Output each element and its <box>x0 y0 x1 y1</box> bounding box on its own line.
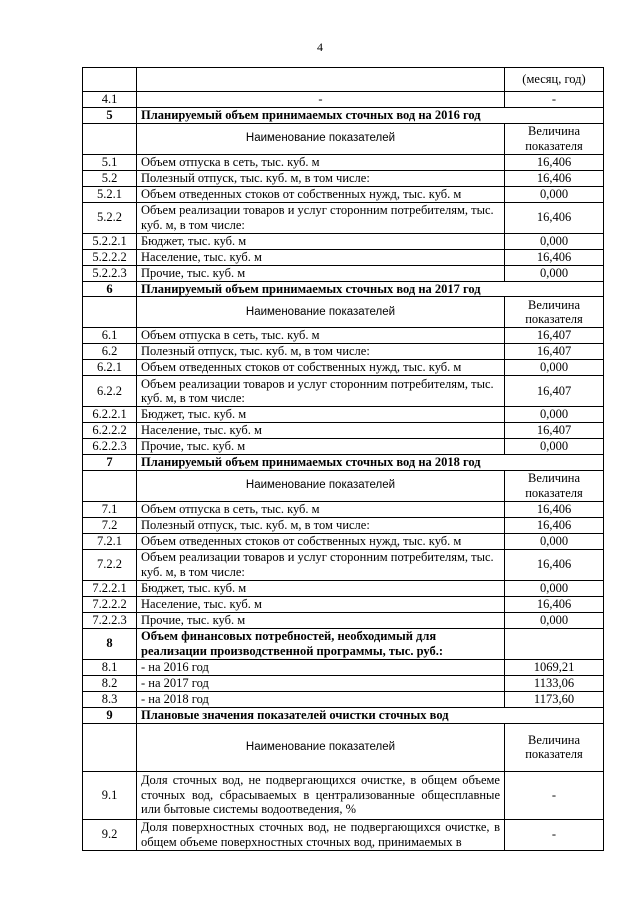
row-value: 16,407 <box>505 423 604 439</box>
row-name: Полезный отпуск, тыс. куб. м, в том числе: <box>137 170 505 186</box>
table-row <box>83 265 604 281</box>
row-number: 7.2.2 <box>83 549 137 580</box>
row-number: 6.1 <box>83 328 137 344</box>
page-number: 4 <box>317 40 323 54</box>
table-row <box>83 691 604 707</box>
row-number: 9.2 <box>83 819 137 850</box>
section-number: 5 <box>83 108 137 124</box>
table-row <box>83 344 604 360</box>
row-name: Объем отпуска в сеть, тыс. куб. м <box>137 501 505 517</box>
table-row <box>83 360 604 376</box>
column-header-value: Величина показателя <box>505 723 604 771</box>
row-number: 7.1 <box>83 501 137 517</box>
row-number: 5.2.1 <box>83 186 137 202</box>
row-value: 16,406 <box>505 170 604 186</box>
table-row <box>83 659 604 675</box>
table-row <box>83 328 604 344</box>
table-row <box>83 170 604 186</box>
column-header-name: Наименование показателей <box>137 123 505 154</box>
row-value: 0,000 <box>505 533 604 549</box>
row-value: 0,000 <box>505 233 604 249</box>
row-value: 16,407 <box>505 344 604 360</box>
row-name: Объем отведенных стоков от собственных нужд, тыс. куб. м <box>137 360 505 376</box>
row-number: 8.1 <box>83 659 137 675</box>
section-header-row <box>83 707 604 723</box>
row-value: 16,406 <box>505 154 604 170</box>
row-name: Полезный отпуск, тыс. куб. м, в том числе: <box>137 517 505 533</box>
column-header-row <box>83 470 604 501</box>
value-cell <box>505 628 604 659</box>
row-name: - на 2017 год <box>137 675 505 691</box>
row-number: 7.2.1 <box>83 533 137 549</box>
section-header-row <box>83 628 604 659</box>
table-row <box>83 376 604 407</box>
section-header-row <box>83 455 604 471</box>
section-number: 9 <box>83 707 137 723</box>
row-value: 16,406 <box>505 517 604 533</box>
row-number: 7.2 <box>83 517 137 533</box>
row-value: 16,406 <box>505 249 604 265</box>
column-header-value: Величина показателя <box>505 123 604 154</box>
row-name: Прочие, тыс. куб. м <box>137 612 505 628</box>
table-row <box>83 549 604 580</box>
row-value: 1173,60 <box>505 691 604 707</box>
row-number: 8.3 <box>83 691 137 707</box>
row-number: 6.2.2 <box>83 376 137 407</box>
table-row <box>83 186 604 202</box>
table-row <box>83 249 604 265</box>
row-name: Объем отведенных стоков от собственных нужд, тыс. куб. м <box>137 186 505 202</box>
table-row <box>83 819 604 850</box>
section-title: Плановые значения показателей очистки сточных вод <box>137 707 604 723</box>
row-value: 16,407 <box>505 376 604 407</box>
row-number: 5.2.2.1 <box>83 233 137 249</box>
column-header-name: Наименование показателей <box>137 723 505 771</box>
row-number: 7.2.2.1 <box>83 580 137 596</box>
row-name: - на 2016 год <box>137 659 505 675</box>
row-value: 16,406 <box>505 501 604 517</box>
table-row <box>83 596 604 612</box>
row-value: - <box>505 771 604 819</box>
row-value: 1133,06 <box>505 675 604 691</box>
row-name: Объем реализации товаров и услуг сторонним потребителям, тыс. куб. м, в том числе: <box>137 202 505 233</box>
row-number: 5.2.2.2 <box>83 249 137 265</box>
row-number: 6.2.2.1 <box>83 407 137 423</box>
row-value: 0,000 <box>505 580 604 596</box>
row-value: 16,406 <box>505 549 604 580</box>
row-number: 6.2.2.2 <box>83 423 137 439</box>
section-number: 8 <box>83 628 137 659</box>
column-header-name: Наименование показателей <box>137 470 505 501</box>
row-name: - на 2018 год <box>137 691 505 707</box>
row-name: Прочие, тыс. куб. м <box>137 439 505 455</box>
table-row <box>83 233 604 249</box>
row-number: 5.2.2 <box>83 202 137 233</box>
row-name: - <box>137 92 505 108</box>
table-row <box>83 501 604 517</box>
row-name: Население, тыс. куб. м <box>137 596 505 612</box>
row-number: 6.2.2.3 <box>83 439 137 455</box>
num-cell <box>83 297 137 328</box>
num-cell <box>83 68 137 92</box>
section-title: Планируемый объем принимаемых сточных вод на 2018 год <box>137 455 604 471</box>
section-title: Объем финансовых потребностей, необходимый для реализации производственной программы, тыс. руб.: <box>137 628 505 659</box>
row-number: 5.2 <box>83 170 137 186</box>
row-name: Объем отведенных стоков от собственных нужд, тыс. куб. м <box>137 533 505 549</box>
row-name: Объем реализации товаров и услуг сторонним потребителям, тыс. куб. м, в том числе: <box>137 376 505 407</box>
table-row <box>83 517 604 533</box>
row-name: Объем реализации товаров и услуг сторонним потребителям, тыс. куб. м, в том числе: <box>137 549 505 580</box>
row-name: Доля сточных вод, не подвергающихся очистке, в общем объеме сточных вод, сбрасываемых в централизованные общесплавные или бытовые системы водоотведения, % <box>137 771 505 819</box>
row-name: Прочие, тыс. куб. м <box>137 265 505 281</box>
section-title: Планируемый объем принимаемых сточных вод на 2017 год <box>137 281 604 297</box>
row-value: 0,000 <box>505 265 604 281</box>
table-row <box>83 580 604 596</box>
program-table <box>82 67 604 851</box>
column-header-value: Величина показателя <box>505 297 604 328</box>
table-row <box>83 154 604 170</box>
section-header-row <box>83 108 604 124</box>
num-cell <box>83 723 137 771</box>
column-header-name: Наименование показателей <box>137 297 505 328</box>
name-cell <box>137 68 505 92</box>
num-cell <box>83 123 137 154</box>
row-number: 6.2.1 <box>83 360 137 376</box>
column-header-value: Величина показателя <box>505 470 604 501</box>
row-name: Доля поверхностных сточных вод, не подвергающихся очистке, в общем объеме поверхностных сточных вод, принимаемых в <box>137 819 505 850</box>
table-row <box>83 675 604 691</box>
row-number: 5.1 <box>83 154 137 170</box>
row-number: 5.2.2.3 <box>83 265 137 281</box>
section-number: 6 <box>83 281 137 297</box>
row-value: 0,000 <box>505 360 604 376</box>
row-name: Население, тыс. куб. м <box>137 249 505 265</box>
row-name: Бюджет, тыс. куб. м <box>137 407 505 423</box>
row-name: Население, тыс. куб. м <box>137 423 505 439</box>
row-value: 0,000 <box>505 407 604 423</box>
section-title: Планируемый объем принимаемых сточных вод на 2016 год <box>137 108 604 124</box>
row-name: Объем отпуска в сеть, тыс. куб. м <box>137 328 505 344</box>
row-number: 7.2.2.2 <box>83 596 137 612</box>
row-value: 0,000 <box>505 612 604 628</box>
row-name: Бюджет, тыс. куб. м <box>137 580 505 596</box>
row-number: 6.2 <box>83 344 137 360</box>
row-value: 16,407 <box>505 328 604 344</box>
row-number: 7.2.2.3 <box>83 612 137 628</box>
table-row-top <box>83 68 604 92</box>
unit-cell: (месяц, год) <box>505 68 604 92</box>
table-row <box>83 423 604 439</box>
row-number: 9.1 <box>83 771 137 819</box>
section-header-row <box>83 281 604 297</box>
row-name: Бюджет, тыс. куб. м <box>137 233 505 249</box>
column-header-row <box>83 297 604 328</box>
row-value: - <box>505 819 604 850</box>
row-name: Полезный отпуск, тыс. куб. м, в том числе: <box>137 344 505 360</box>
table-row <box>83 439 604 455</box>
num-cell <box>83 470 137 501</box>
row-number: 4.1 <box>83 92 137 108</box>
column-header-row <box>83 723 604 771</box>
row-value: 16,406 <box>505 596 604 612</box>
row-number: 8.2 <box>83 675 137 691</box>
column-header-row <box>83 123 604 154</box>
row-value: 16,406 <box>505 202 604 233</box>
table-row <box>83 771 604 819</box>
row-value: 1069,21 <box>505 659 604 675</box>
row-value: 0,000 <box>505 186 604 202</box>
table-row <box>83 533 604 549</box>
table-row <box>83 407 604 423</box>
row-value: - <box>505 92 604 108</box>
section-number: 7 <box>83 455 137 471</box>
table-row <box>83 612 604 628</box>
table-row <box>83 92 604 108</box>
row-name: Объем отпуска в сеть, тыс. куб. м <box>137 154 505 170</box>
row-value: 0,000 <box>505 439 604 455</box>
table-row <box>83 202 604 233</box>
